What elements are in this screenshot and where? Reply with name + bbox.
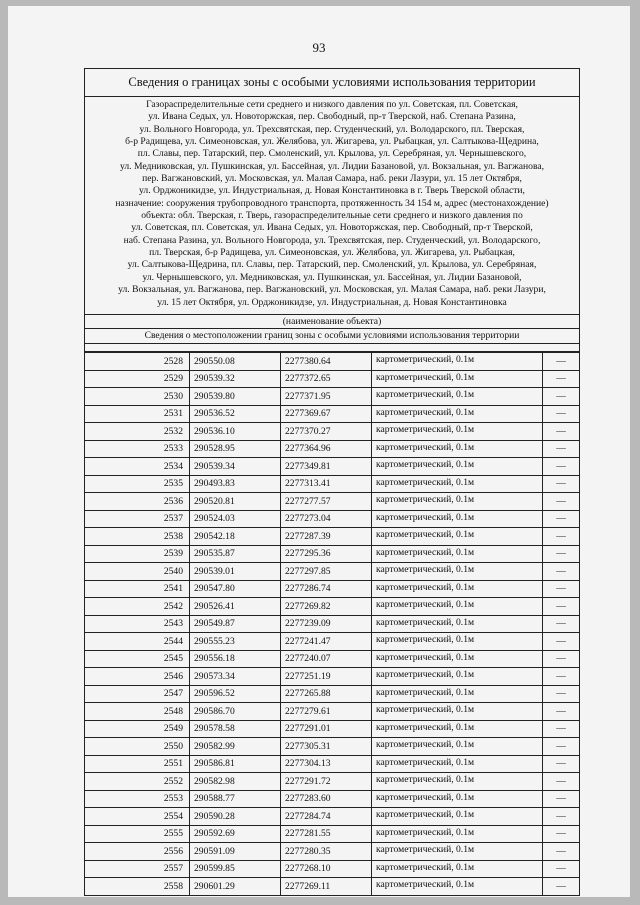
coordinate-x: 290592.69 xyxy=(190,825,281,843)
table-row xyxy=(85,563,579,581)
coordinate-x: 290573.34 xyxy=(190,668,281,686)
table-row xyxy=(85,825,579,843)
coordinate-y: 2277284.74 xyxy=(281,808,372,826)
coordinate-x: 290582.99 xyxy=(190,738,281,756)
accuracy-dash: — xyxy=(543,738,580,756)
coordinate-x: 290591.09 xyxy=(190,843,281,861)
coordinate-y: 2277291.72 xyxy=(281,773,372,791)
point-number: 2551 xyxy=(85,755,190,773)
point-number: 2534 xyxy=(85,458,190,476)
coordinate-y: 2277305.31 xyxy=(281,738,372,756)
coordinate-x: 290550.08 xyxy=(190,353,281,371)
table-row xyxy=(85,808,579,826)
table-row xyxy=(85,353,579,371)
table-row xyxy=(85,615,579,633)
point-number: 2553 xyxy=(85,790,190,808)
accuracy-dash: — xyxy=(543,685,580,703)
coordinate-y: 2277239.09 xyxy=(281,615,372,633)
point-number: 2550 xyxy=(85,738,190,756)
accuracy-dash: — xyxy=(543,510,580,528)
point-number: 2528 xyxy=(85,353,190,371)
coordinate-y: 2277297.85 xyxy=(281,563,372,581)
determination-method: картометрический, 0.1м xyxy=(372,388,543,406)
determination-method: картометрический, 0.1м xyxy=(372,545,543,563)
description-line: наб. Степана Разина, ул. Вольного Новгорода, ул. Трехсвятская, пер. Студенческий, ул. Володарского, xyxy=(123,234,541,246)
accuracy-dash: — xyxy=(543,720,580,738)
coordinate-x: 290582.98 xyxy=(190,773,281,791)
determination-method: картометрический, 0.1м xyxy=(372,843,543,861)
coordinate-y: 2277380.64 xyxy=(281,353,372,371)
coordinate-x: 290556.18 xyxy=(190,650,281,668)
coordinate-x: 290586.70 xyxy=(190,703,281,721)
accuracy-dash: — xyxy=(543,580,580,598)
coordinate-x: 290524.03 xyxy=(190,510,281,528)
determination-method: картометрический, 0.1м xyxy=(372,423,543,441)
coordinate-y: 2277371.95 xyxy=(281,388,372,406)
point-number: 2545 xyxy=(85,650,190,668)
determination-method: картометрический, 0.1м xyxy=(372,510,543,528)
point-number: 2537 xyxy=(85,510,190,528)
determination-method: картометрический, 0.1м xyxy=(372,738,543,756)
coordinate-x: 290493.83 xyxy=(190,475,281,493)
coordinate-x: 290528.95 xyxy=(190,440,281,458)
accuracy-dash: — xyxy=(543,703,580,721)
coordinate-y: 2277372.65 xyxy=(281,370,372,388)
determination-method: картометрический, 0.1м xyxy=(372,563,543,581)
point-number: 2548 xyxy=(85,703,190,721)
accuracy-dash: — xyxy=(543,475,580,493)
determination-method: картометрический, 0.1м xyxy=(372,405,543,423)
coordinate-y: 2277281.55 xyxy=(281,825,372,843)
determination-method: картометрический, 0.1м xyxy=(372,475,543,493)
coordinate-y: 2277280.35 xyxy=(281,843,372,861)
accuracy-dash: — xyxy=(543,405,580,423)
determination-method: картометрический, 0.1м xyxy=(372,370,543,388)
table-row xyxy=(85,668,579,686)
point-number: 2532 xyxy=(85,423,190,441)
coordinate-y: 2277241.47 xyxy=(281,633,372,651)
object-name-caption: (наименование объекта) xyxy=(85,314,579,329)
coordinate-x: 290578.58 xyxy=(190,720,281,738)
accuracy-dash: — xyxy=(543,633,580,651)
point-number: 2546 xyxy=(85,668,190,686)
table-row xyxy=(85,458,579,476)
point-number: 2552 xyxy=(85,773,190,791)
coordinate-y: 2277304.13 xyxy=(281,755,372,773)
coordinate-y: 2277364.96 xyxy=(281,440,372,458)
accuracy-dash: — xyxy=(543,773,580,791)
table-row xyxy=(85,528,579,546)
coordinates-table xyxy=(85,352,579,895)
coordinate-x: 290536.52 xyxy=(190,405,281,423)
table-row xyxy=(85,773,579,791)
document-page xyxy=(8,6,630,897)
coordinate-x: 290555.23 xyxy=(190,633,281,651)
coordinate-y: 2277287.39 xyxy=(281,528,372,546)
determination-method: картометрический, 0.1м xyxy=(372,685,543,703)
coordinate-y: 2277295.36 xyxy=(281,545,372,563)
table-row xyxy=(85,755,579,773)
description-line: ул. Чернышевского, ул. Медниковская, ул. Пушкинская, ул. Бассейная, ул. Лидии Базановой, xyxy=(142,271,522,283)
table-row xyxy=(85,405,579,423)
coordinate-x: 290539.01 xyxy=(190,563,281,581)
point-number: 2538 xyxy=(85,528,190,546)
coordinate-x: 290542.18 xyxy=(190,528,281,546)
coordinate-x: 290539.32 xyxy=(190,370,281,388)
table-row xyxy=(85,598,579,616)
accuracy-dash: — xyxy=(543,440,580,458)
point-number: 2544 xyxy=(85,633,190,651)
determination-method: картометрический, 0.1м xyxy=(372,615,543,633)
coordinate-y: 2277277.57 xyxy=(281,493,372,511)
coordinate-x: 290596.52 xyxy=(190,685,281,703)
coordinate-y: 2277370.27 xyxy=(281,423,372,441)
point-number: 2540 xyxy=(85,563,190,581)
accuracy-dash: — xyxy=(543,388,580,406)
coordinate-x: 290549.87 xyxy=(190,615,281,633)
determination-method: картометрический, 0.1м xyxy=(372,720,543,738)
table-row xyxy=(85,545,579,563)
description-line: пл. Славы, пер. Татарский, пер. Смоленский, ул. Крылова, ул. Серебряная, ул. Чернышевского, xyxy=(137,148,527,160)
accuracy-dash: — xyxy=(543,370,580,388)
point-number: 2533 xyxy=(85,440,190,458)
table-row xyxy=(85,703,579,721)
accuracy-dash: — xyxy=(543,423,580,441)
coordinate-y: 2277369.67 xyxy=(281,405,372,423)
coordinate-x: 290520.81 xyxy=(190,493,281,511)
table-row xyxy=(85,650,579,668)
accuracy-dash: — xyxy=(543,458,580,476)
determination-method: картометрический, 0.1м xyxy=(372,703,543,721)
description-line: ул. Ивана Седых, ул. Новоторжская, пер. Свободный, пр-т Тверской, наб. Степана Разина, xyxy=(148,111,516,123)
table-row xyxy=(85,843,579,861)
coordinate-y: 2277291.01 xyxy=(281,720,372,738)
accuracy-dash: — xyxy=(543,353,580,371)
coordinate-y: 2277240.07 xyxy=(281,650,372,668)
determination-method: картометрический, 0.1м xyxy=(372,353,543,371)
coordinate-x: 290539.34 xyxy=(190,458,281,476)
determination-method: картометрический, 0.1м xyxy=(372,493,543,511)
table-row xyxy=(85,685,579,703)
accuracy-dash: — xyxy=(543,493,580,511)
coordinate-x: 290588.77 xyxy=(190,790,281,808)
coordinate-y: 2277286.74 xyxy=(281,580,372,598)
coordinate-y: 2277269.82 xyxy=(281,598,372,616)
accuracy-dash: — xyxy=(543,563,580,581)
point-number: 2535 xyxy=(85,475,190,493)
description-line: ул. Вокзальная, ул. Вагжанова, пер. Вагжановский, ул. Московская, ул. Малая Самара, наб. реки Лазури, xyxy=(118,284,546,296)
point-number: 2554 xyxy=(85,808,190,826)
table-row xyxy=(85,860,579,878)
coordinate-y: 2277273.04 xyxy=(281,510,372,528)
table-row xyxy=(85,370,579,388)
determination-method: картометрический, 0.1м xyxy=(372,773,543,791)
description-line: ул. Салтыкова-Щедрина, пл. Славы, пер. Татарский, пер. Смоленский, ул. Крылова, ул. Серебряная, xyxy=(127,259,537,271)
determination-method: картометрический, 0.1м xyxy=(372,528,543,546)
point-number: 2536 xyxy=(85,493,190,511)
determination-method: картометрический, 0.1м xyxy=(372,860,543,878)
determination-method: картометрический, 0.1м xyxy=(372,825,543,843)
table-row xyxy=(85,790,579,808)
determination-method: картометрический, 0.1м xyxy=(372,668,543,686)
point-number: 2558 xyxy=(85,878,190,895)
table-row xyxy=(85,423,579,441)
coordinate-x: 290599.85 xyxy=(190,860,281,878)
location-section-header: Сведения о местоположении границ зоны с особыми условиями использования территории xyxy=(85,329,579,344)
point-number: 2555 xyxy=(85,825,190,843)
coordinate-x: 290586.81 xyxy=(190,755,281,773)
description-line: пер. Вагжановский, ул. Московская, ул. Малая Самара, наб. реки Лазури, ул. 15 лет Октября, xyxy=(142,173,522,185)
description-line: Газораспределительные сети среднего и низкого давления по ул. Советская, пл. Советская, xyxy=(146,99,518,110)
accuracy-dash: — xyxy=(543,860,580,878)
description-line: ул. Орджоникидзе, ул. Индустриальная, д. Новая Константиновка в г. Тверь Тверской области, xyxy=(139,185,525,197)
coordinate-x: 290536.10 xyxy=(190,423,281,441)
table-row xyxy=(85,878,579,895)
determination-method: картометрический, 0.1м xyxy=(372,598,543,616)
coordinate-x: 290539.80 xyxy=(190,388,281,406)
accuracy-dash: — xyxy=(543,650,580,668)
table-row xyxy=(85,580,579,598)
coordinate-y: 2277269.11 xyxy=(281,878,372,895)
point-number: 2541 xyxy=(85,580,190,598)
determination-method: картометрический, 0.1м xyxy=(372,878,543,895)
zone-boundary-table-frame xyxy=(84,68,580,896)
description-line: ул. Медниковская, ул. Пушкинская, ул. Бассейная, ул. Лидии Базановой, ул. Вокзальная, ул. Вагжанова, xyxy=(119,160,545,172)
point-number: 2531 xyxy=(85,405,190,423)
header-spacer xyxy=(85,344,579,352)
accuracy-dash: — xyxy=(543,878,580,895)
accuracy-dash: — xyxy=(543,528,580,546)
coordinate-y: 2277279.61 xyxy=(281,703,372,721)
accuracy-dash: — xyxy=(543,825,580,843)
table-row xyxy=(85,633,579,651)
accuracy-dash: — xyxy=(543,790,580,808)
accuracy-dash: — xyxy=(543,545,580,563)
coordinate-y: 2277268.10 xyxy=(281,860,372,878)
table-row xyxy=(85,720,579,738)
determination-method: картометрический, 0.1м xyxy=(372,440,543,458)
determination-method: картометрический, 0.1м xyxy=(372,755,543,773)
coordinate-x: 290526.41 xyxy=(190,598,281,616)
determination-method: картометрический, 0.1м xyxy=(372,633,543,651)
table-row xyxy=(85,475,579,493)
description-line: назначение: сооружения трубопроводного транспорта, протяженность 34 154 м, адрес (местонахождение) xyxy=(115,197,549,209)
table-row xyxy=(85,493,579,511)
section-title: Сведения о границах зоны с особыми условиями использования территории xyxy=(85,69,579,97)
table-row xyxy=(85,388,579,406)
point-number: 2539 xyxy=(85,545,190,563)
table-row xyxy=(85,738,579,756)
description-line: ул. Вольного Новгорода, ул. Трехсвятская, пер. Студенческий, ул. Володарского, пл. Тверская, xyxy=(139,123,525,135)
point-number: 2542 xyxy=(85,598,190,616)
accuracy-dash: — xyxy=(543,843,580,861)
coordinate-y: 2277265.88 xyxy=(281,685,372,703)
coordinate-y: 2277349.81 xyxy=(281,458,372,476)
determination-method: картометрический, 0.1м xyxy=(372,458,543,476)
description-line: б-р Радищева, ул. Симеоновская, ул. Желябова, ул. Жигарева, ул. Рыбацкая, ул. Салтыкова-Щедрина, xyxy=(125,136,539,148)
coordinate-x: 290535.87 xyxy=(190,545,281,563)
coordinate-x: 290601.29 xyxy=(190,878,281,895)
point-number: 2529 xyxy=(85,370,190,388)
determination-method: картометрический, 0.1м xyxy=(372,650,543,668)
point-number: 2530 xyxy=(85,388,190,406)
object-description xyxy=(85,97,579,314)
point-number: 2547 xyxy=(85,685,190,703)
point-number: 2543 xyxy=(85,615,190,633)
table-row xyxy=(85,440,579,458)
point-number: 2549 xyxy=(85,720,190,738)
accuracy-dash: — xyxy=(543,808,580,826)
description-line: пл. Тверская, б-р Радищева, ул. Симеоновская, ул. Желябова, ул. Жигарева, ул. Рыбацкая, xyxy=(149,247,515,259)
description-line: объекта: обл. Тверская, г. Тверь, газораспределительные сети среднего и низкого давления по xyxy=(141,210,523,222)
point-number: 2556 xyxy=(85,843,190,861)
coordinate-x: 290547.80 xyxy=(190,580,281,598)
table-row xyxy=(85,510,579,528)
coordinate-y: 2277283.60 xyxy=(281,790,372,808)
accuracy-dash: — xyxy=(543,615,580,633)
determination-method: картометрический, 0.1м xyxy=(372,580,543,598)
determination-method: картометрический, 0.1м xyxy=(372,790,543,808)
coordinate-y: 2277313.41 xyxy=(281,475,372,493)
determination-method: картометрический, 0.1м xyxy=(372,808,543,826)
point-number: 2557 xyxy=(85,860,190,878)
description-line: ул. 15 лет Октября, ул. Орджоникидзе, ул. Индустриальная, д. Новая Константиновка xyxy=(157,296,507,308)
coordinate-y: 2277251.19 xyxy=(281,668,372,686)
accuracy-dash: — xyxy=(543,755,580,773)
accuracy-dash: — xyxy=(543,668,580,686)
accuracy-dash: — xyxy=(543,598,580,616)
page-number: 93 xyxy=(312,40,326,55)
coordinate-x: 290590.28 xyxy=(190,808,281,826)
description-line: ул. Советская, пл. Советская, ул. Ивана Седых, ул. Новоторжская, пер. Свободный, пр-т Тверской, xyxy=(131,222,533,234)
